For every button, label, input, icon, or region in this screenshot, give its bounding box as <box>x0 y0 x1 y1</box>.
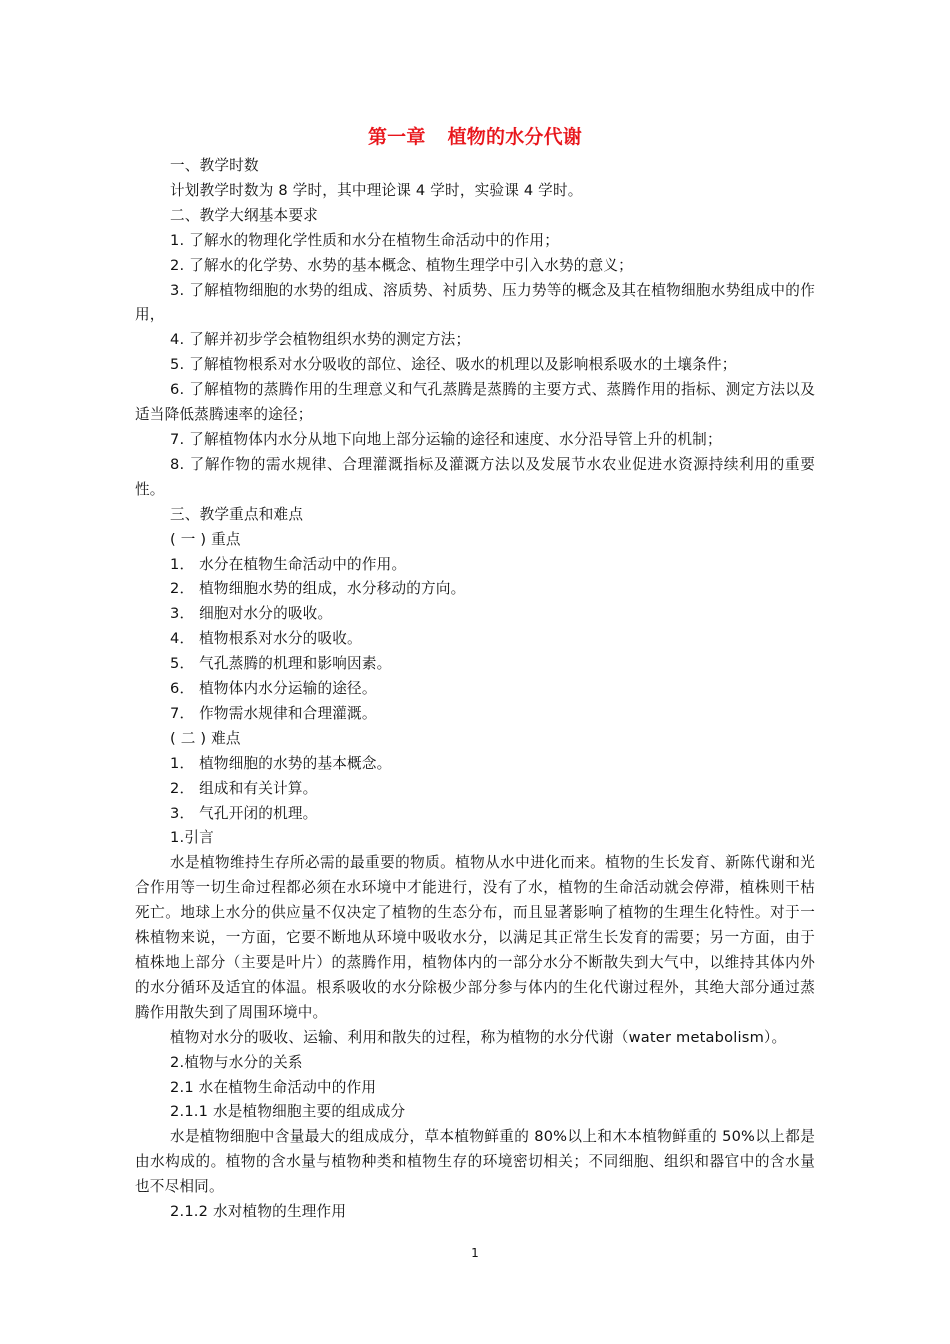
paragraph: 水是植物细胞中含量最大的组成成分，草本植物鲜重的 80%以上和木本植物鲜重的 50%以上都是由水构成的。植物的含水量与植物种类和植物生存的环境密切相关；不同细胞、组织和器官中的含水量也不尽相同。 <box>135 1128 815 1196</box>
list-item: 2. 了解水的化学势、水势的基本概念、植物生理学中引入水势的意义； <box>170 256 633 274</box>
document-body <box>135 120 815 1225</box>
list-item: 1． 水分在植物生命活动中的作用。 <box>170 555 407 573</box>
chapter-number: 第一章 <box>367 126 426 148</box>
list-item: 6． 植物体内水分运输的途径。 <box>170 680 377 698</box>
paragraph: 计划教学时数为 8 学时，其中理论课 4 学时，实验课 4 学时。 <box>170 181 583 199</box>
section-heading-requirements: 二、教学大纲基本要求 <box>170 206 318 224</box>
subsection-heading: 2.1.2 水对植物的生理作用 <box>170 1203 347 1221</box>
chapter-title <box>135 120 815 154</box>
paragraph: 植物对水分的吸收、运输、利用和散失的过程，称为植物的水分代谢（water metabolism）。 <box>170 1028 787 1046</box>
list-item: 7． 作物需水规律和合理灌溉。 <box>170 704 377 722</box>
page-number: 1 <box>471 1246 479 1260</box>
list-item: 2． 植物细胞水势的组成，水分移动的方向。 <box>170 580 466 598</box>
list-item: 2． 组成和有关计算。 <box>170 779 318 797</box>
list-item: 5. 了解植物根系对水分吸收的部位、途径、吸水的机理以及影响根系吸水的土壤条件； <box>170 356 737 374</box>
subheading-difficulties: ( 二 ) 难点 <box>170 729 241 747</box>
list-item: 3． 气孔开闭的机理。 <box>170 804 318 822</box>
chapter-name: 植物的水分代谢 <box>447 126 582 148</box>
list-item: 3． 细胞对水分的吸收。 <box>170 605 333 623</box>
list-item: 5． 气孔蒸腾的机理和影响因素。 <box>170 655 392 673</box>
subheading-focus: ( 一 ) 重点 <box>170 530 241 548</box>
list-item: 1. 了解水的物理化学性质和水分在植物生命活动中的作用； <box>170 231 560 249</box>
section-heading-plant-water: 2.植物与水分的关系 <box>170 1053 303 1071</box>
subsection-heading: 2.1 水在植物生命活动中的作用 <box>170 1078 377 1096</box>
list-item: 7. 了解植物体内水分从地下向地上部分运输的途径和速度、水分沿导管上升的机制； <box>170 430 722 448</box>
list-item: 8. 了解作物的需水规律、合理灌溉指标及灌溉方法以及发展节水农业促进水资源持续利用的重要性。 <box>135 455 815 498</box>
list-item: 6. 了解植物的蒸腾作用的生理意义和气孔蒸腾是蒸腾的主要方式、蒸腾作用的指标、测定方法以及适当降低蒸腾速率的途径； <box>135 381 815 424</box>
list-item: 1． 植物细胞的水势的基本概念。 <box>170 754 392 772</box>
section-heading-hours: 一、教学时数 <box>170 157 259 174</box>
subsection-heading: 2.1.1 水是植物细胞主要的组成成分 <box>170 1103 406 1121</box>
list-item: 4． 植物根系对水分的吸收。 <box>170 630 362 648</box>
section-heading-introduction: 1.引言 <box>170 829 214 847</box>
section-heading-key-points: 三、教学重点和难点 <box>170 505 304 523</box>
list-item: 4. 了解并初步学会植物组织水势的测定方法； <box>170 331 471 349</box>
list-item: 3. 了解植物细胞的水势的组成、溶质势、衬质势、压力势等的概念及其在植物细胞水势组成中的作用， <box>135 281 815 324</box>
paragraph: 水是植物维持生存所必需的最重要的物质。植物从水中进化而来。植物的生长发育、新陈代谢和光合作用等一切生命过程都必须在水环境中才能进行，没有了水，植物的生命活动就会停滞，植株则干枯死亡。地球上水分的供应量不仅决定了植物的生态分布，而且显著影响了植物的生理生化特性。对于一株植物来说，一方面，它要不断地从环境中吸收水分，以满足其正常生长发育的需要；另一方面，由于植株地上部分（主要是叶片）的蒸腾作用，植物体内的一部分水分不断散失到大气中，以维持其体内外的水分循环及适宜的体温。根系吸收的水分除极少部分参与体内的生化代谢过程外，其绝大部分通过蒸腾作用散失到了周围环境中。 <box>135 854 815 1021</box>
